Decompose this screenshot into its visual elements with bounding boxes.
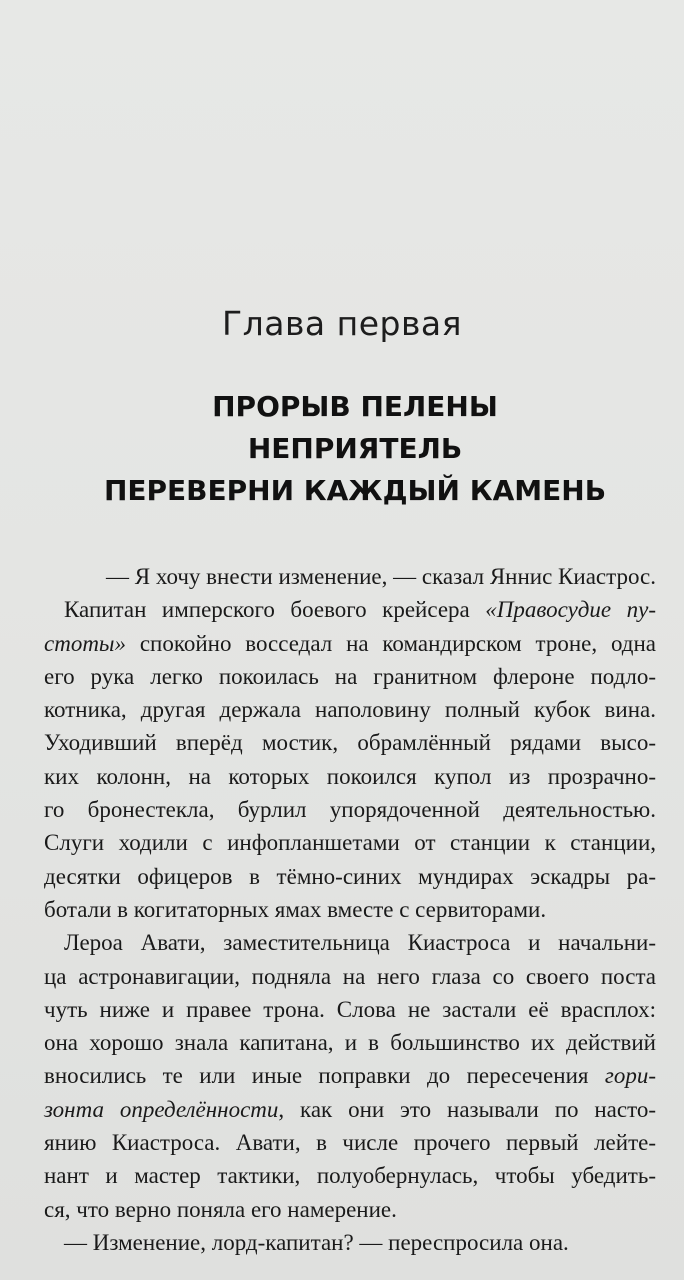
text-line [44,726,656,759]
chapter-subtitles [40,386,670,512]
text-line [44,1093,656,1126]
line-text: Лероа Авати, заместительница Киастроса и начальни- [64,930,656,956]
text-line [44,627,656,660]
line-text: ца астронавигации, подняла на него глаза со своего поста [44,963,656,989]
text-line [44,1193,656,1226]
text-line [44,1059,656,1092]
text-line [44,760,656,793]
line-text: спокойно восседал на командирском троне, одна [126,630,656,656]
text-line [44,1226,656,1259]
text-line [44,1126,656,1159]
italic-text: гори- [604,1063,656,1089]
subtitle-2: НЕПРИЯТЕЛЬ [247,432,463,465]
text-line [44,593,656,626]
line-text: ботали в когитаторных ямах вместе с сервиторами. [44,896,547,922]
text-line [44,826,656,859]
text-line [44,960,656,993]
line-text: вносились те или иные поправки до пересечения [44,1063,605,1089]
text-line [44,560,656,593]
line-text: котника, другая держала наполовину полный кубок вина. [44,697,656,723]
line-text: Уходивший вперёд мостик, обрамлённый рядами высо- [44,730,656,756]
italic-text: стоты» [44,630,127,656]
text-line [44,1026,656,1059]
line-text: янию Киастроса. Авати, в числе прочего первый лейте- [44,1130,656,1156]
line-text: ся, что верно поняла его намерение. [44,1196,397,1222]
line-text: она хорошо знала капитана, и в большинство их действий [44,1030,656,1056]
text-line [44,926,656,959]
line-text: чуть ниже и правее трона. Слова не застали её врасплох: [44,996,656,1022]
line-text: — Я хочу внести изменение, — сказал Яннис Киастрос. [105,564,656,589]
line-text: десятки офицеров в тёмно-синих мундирах эскадры ра- [44,863,656,889]
chapter-title: Глава первая [222,304,462,343]
text-line [44,660,656,693]
subtitle-3: ПЕРЕВЕРНИ КАЖДЫЙ КАМЕНЬ [103,474,607,507]
italic-text: «Правосудие пу- [485,597,656,623]
line-text: Капитан имперского боевого крейсера [64,597,486,623]
text-line [44,860,656,893]
line-text: ких колонн, на которых покоился купол из прозрачно- [44,763,656,789]
text-line [44,993,656,1026]
text-line [44,1159,656,1192]
body-text [44,560,656,1259]
line-text: — Изменение, лорд-капитан? — переспросила она. [64,1229,569,1255]
line-text: его рука легко покоилась на гранитном флероне подло- [44,663,656,689]
line-text: , как они это называли по насто- [278,1096,656,1122]
subtitle-1: ПРОРЫВ ПЕЛЕНЫ [212,390,498,423]
text-line [44,693,656,726]
text-line [44,793,656,826]
line-text: го бронестекла, бурлил упорядоченной деятельностью. [44,797,656,823]
line-text: Слуги ходили с инфопланшетами от станции к станции, [44,830,656,856]
line-text: нант и мастер тактики, полуобернулась, чтобы убедить- [44,1163,656,1189]
italic-text: зонта определённости [44,1096,279,1122]
text-line [44,893,656,926]
